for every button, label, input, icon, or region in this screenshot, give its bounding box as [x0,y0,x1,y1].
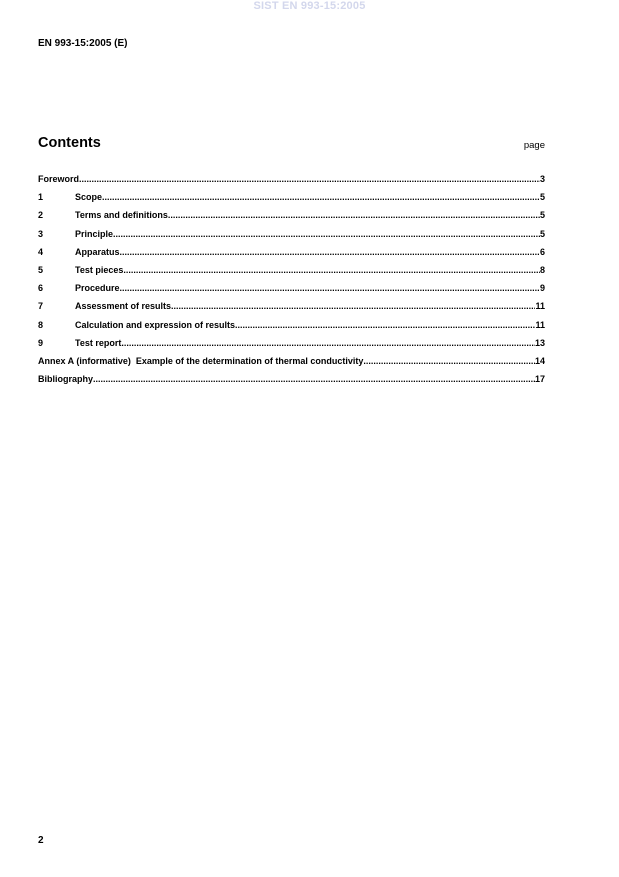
toc-leader-dots [79,174,540,184]
toc-leader-dots [120,247,540,257]
toc-entry-title: Test report [75,337,122,348]
toc-entry-procedure[interactable] [38,283,545,301]
document-id: EN 993-15:2005 (E) [38,38,128,49]
toc-entry-title: Calculation and expression of results [75,319,236,330]
toc-entry-scope[interactable] [38,192,545,210]
toc-entry-number: 5 [38,264,44,275]
toc-leader-dots [168,210,540,220]
toc-leader-dots [113,229,540,239]
toc-entry-page: 13 [534,337,545,348]
toc-entry-page: 5 [539,192,545,203]
toc-entry-page: 3 [539,174,545,184]
toc-entry-annex-a[interactable] [38,356,545,374]
toc-entry-page: 6 [539,246,545,257]
toc-entry-number: 2 [38,210,44,221]
toc-entry-title: Bibliography [38,374,94,385]
toc-entry-page: 14 [534,355,545,366]
toc-entry-test-report[interactable] [38,338,545,356]
toc-entry-bibliography[interactable] [38,374,545,392]
toc-entry-apparatus[interactable] [38,247,545,265]
page-number: 2 [38,835,44,846]
toc-entry-title: Apparatus [75,246,120,257]
toc-entry-number: 6 [38,283,44,294]
toc-entry-title: Procedure [75,283,120,294]
toc-entry-page: 8 [539,264,545,275]
toc-entry-page: 11 [535,301,545,312]
toc-entry-page: 5 [539,228,545,239]
toc-entry-number: 8 [38,319,44,330]
toc-entry-page: 9 [539,283,545,294]
toc-leader-dots [123,265,540,275]
toc-entry-title: Scope [75,192,103,203]
toc-leader-dots [121,338,535,348]
page-column-label: page [523,140,545,151]
toc-entry-page: 11 [535,319,545,330]
toc-entry-calculation-and-expression[interactable] [38,320,545,338]
toc-entry-number: 9 [38,337,44,348]
toc-entry-title: Principle [75,228,114,239]
toc-entry-number: 4 [38,246,44,257]
table-of-contents [38,174,545,392]
toc-leader-dots [102,192,540,202]
toc-leader-dots [171,301,535,311]
toc-leader-dots [93,374,535,384]
toc-entry-page: 17 [534,374,545,385]
watermark: SIST EN 993-15:2005 [253,0,366,12]
toc-entry-number: 3 [38,228,44,239]
toc-entry-assessment-of-results[interactable] [38,301,545,319]
toc-entry-test-pieces[interactable] [38,265,545,283]
contents-heading: Contents [38,135,101,151]
toc-entry-title: Assessment of results [75,301,172,312]
toc-entry-page: 5 [539,210,545,221]
toc-leader-dots [120,283,540,293]
toc-entry-title: Terms and definitions [75,210,168,221]
toc-entry-title: Annex A (informative) Example of the determination of thermal conductivity [38,355,364,366]
toc-entry-title: Test pieces [75,264,124,275]
toc-leader-dots [363,356,535,366]
toc-entry-principle[interactable] [38,229,545,247]
toc-entry-terms-and-definitions[interactable] [38,210,545,228]
toc-entry-foreword[interactable] [38,174,545,192]
toc-entry-number: 7 [38,301,44,312]
toc-entry-number: 1 [38,192,44,203]
toc-entry-title: Foreword [38,174,80,184]
toc-leader-dots [235,320,535,330]
